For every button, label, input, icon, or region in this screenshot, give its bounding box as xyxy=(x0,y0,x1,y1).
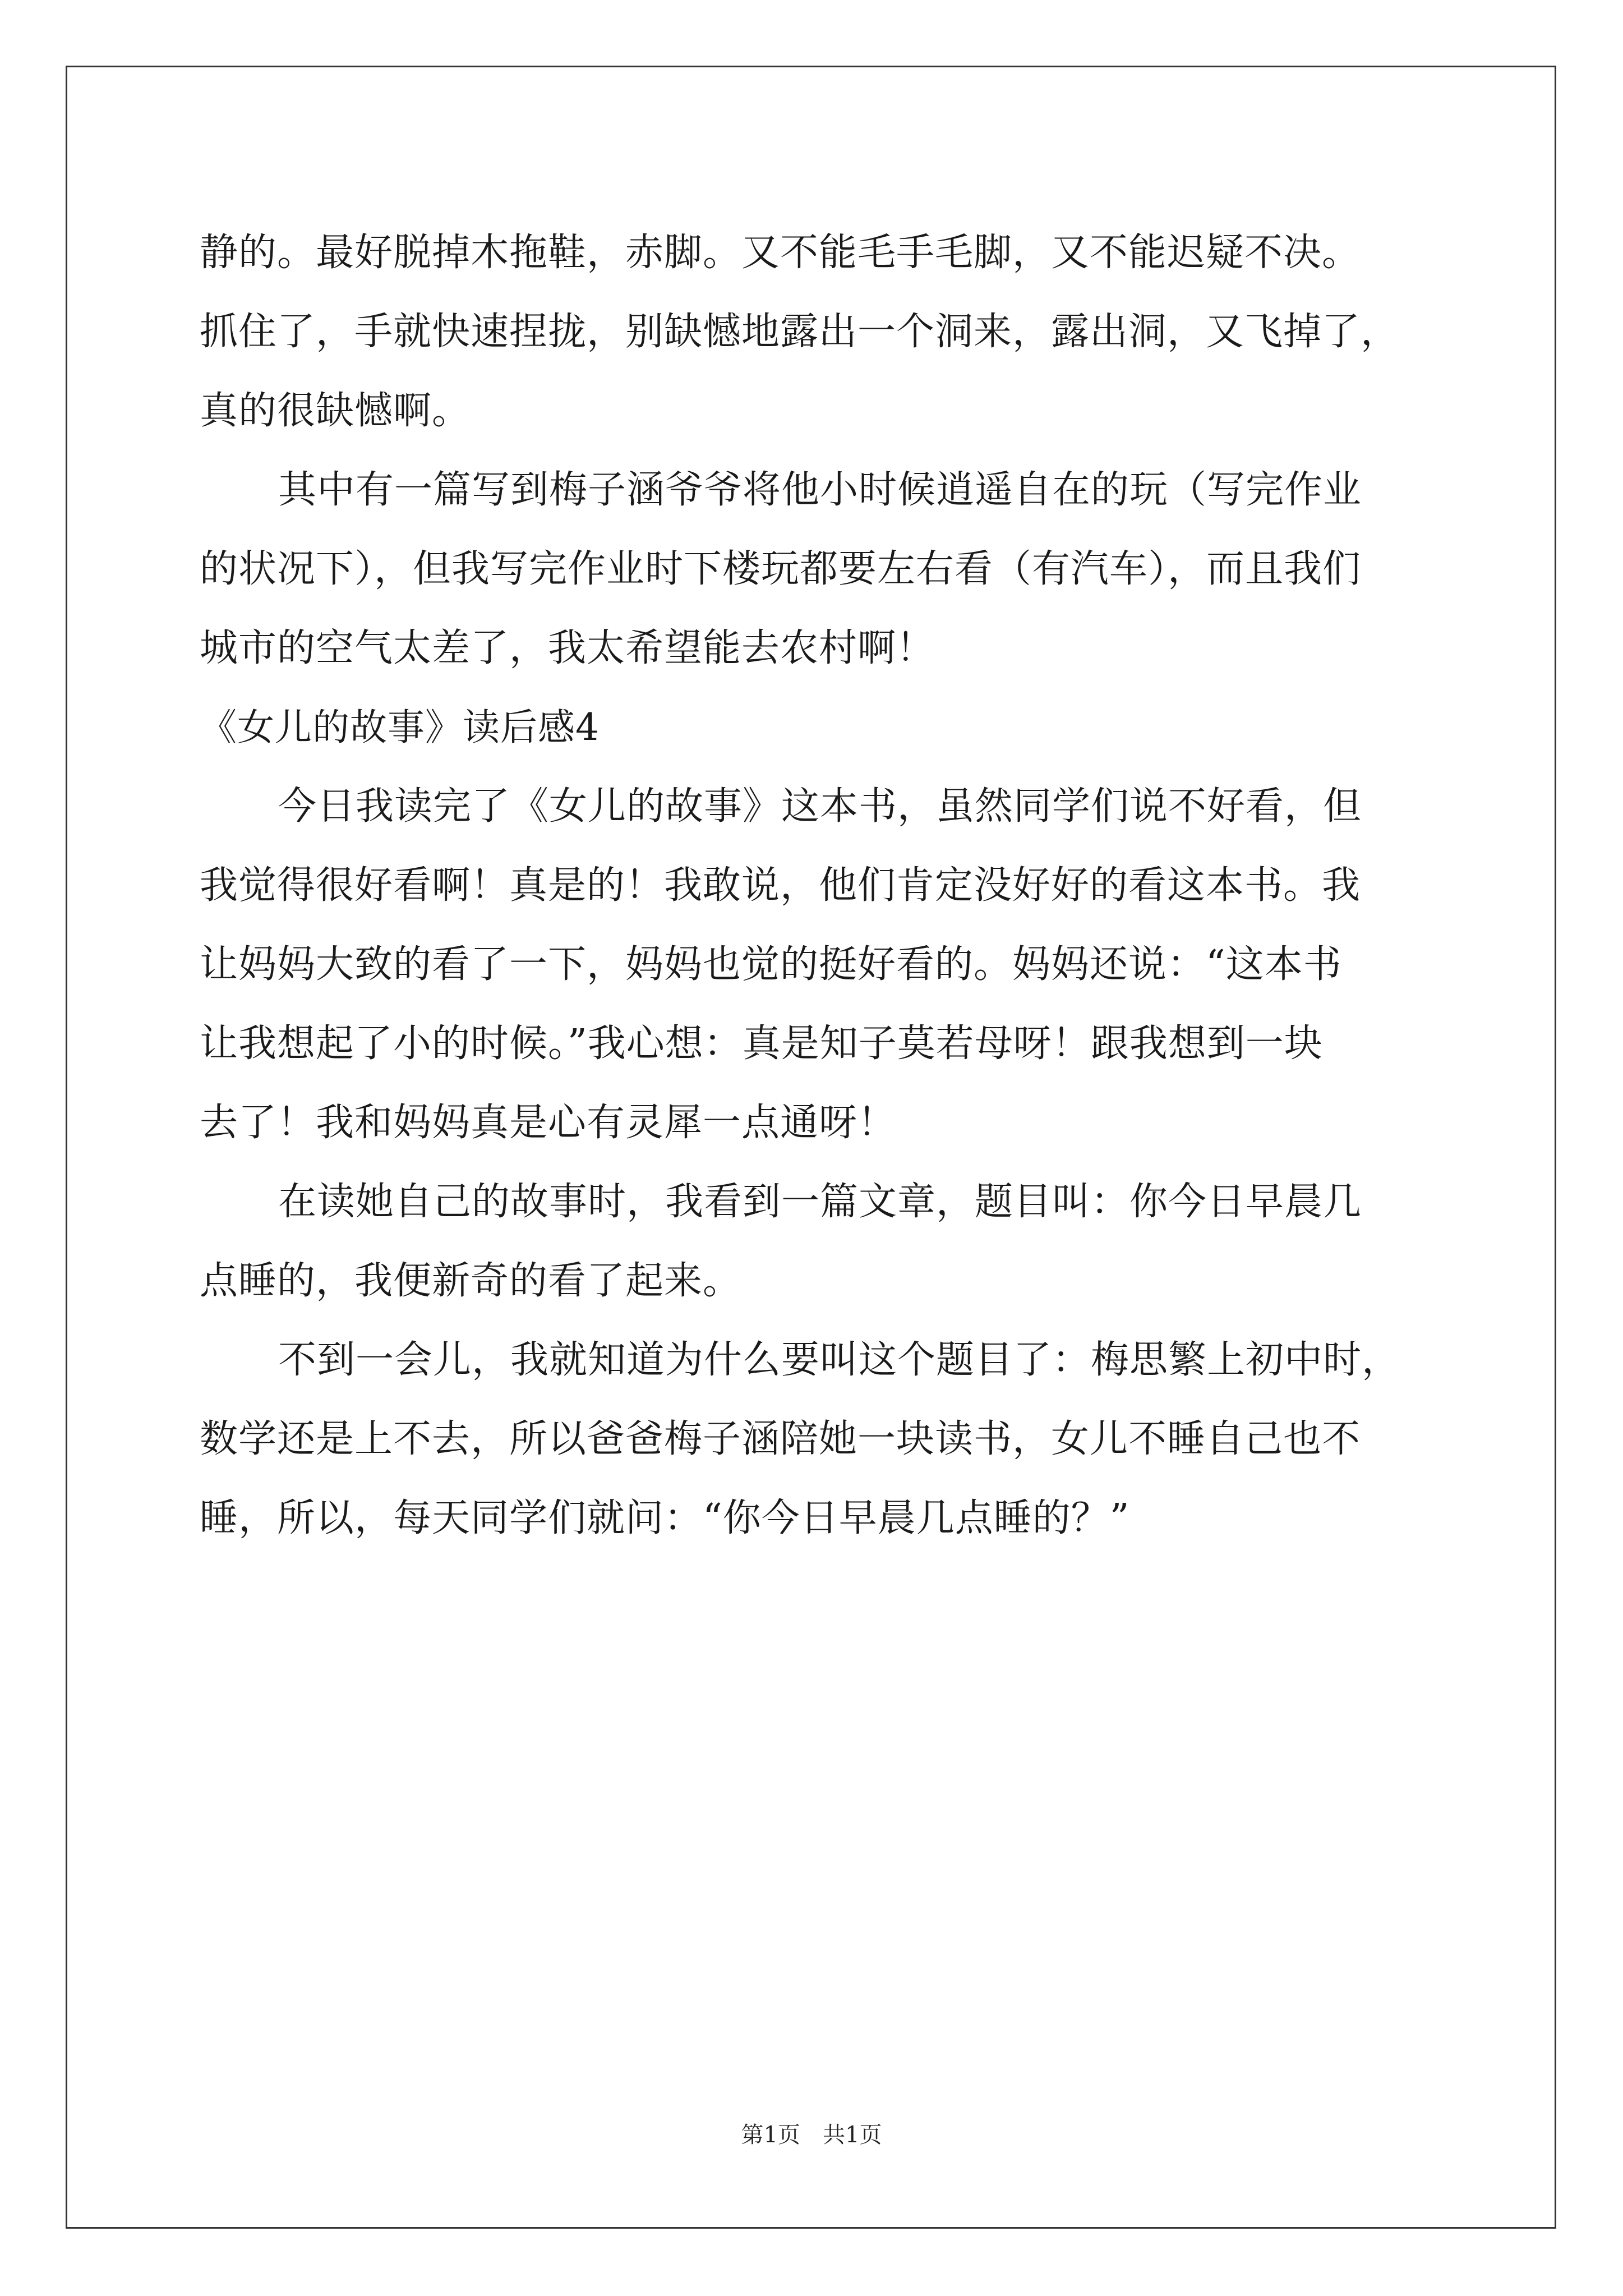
body-line: 城市的空气太差了，我太希望能去农村啊！ xyxy=(200,626,935,670)
body-line: 让我想起了小的时候。”我心想：真是知子莫若母呀！跟我想到一块 xyxy=(200,1022,1323,1066)
section-title: 《女儿的故事》读后感4 xyxy=(200,706,600,749)
page-footer xyxy=(0,2119,1623,2151)
paragraph-first-line: 不到一会儿，我就知道为什么要叫这个题目了：梅思繁上初中时， xyxy=(278,1338,1401,1382)
document-body xyxy=(200,213,1433,1558)
body-line: 抓住了，手就快速捏拢，别缺憾地露出一个洞来，露出洞，又飞掉了， xyxy=(200,310,1400,354)
paragraph-first-line: 今日我读完了《女儿的故事》这本书，虽然同学们说不好看，但 xyxy=(278,784,1362,829)
body-line: 我觉得很好看啊！真是的！我敢说，他们肯定没好好的看这本书。我 xyxy=(200,863,1361,908)
body-line: 睡，所以，每天同学们就问：“你今日早晨几点睡的？” xyxy=(200,1496,1130,1540)
body-line: 让妈妈大致的看了一下，妈妈也觉的挺好看的。妈妈还说：“这本书 xyxy=(200,942,1342,987)
paragraph-first-line: 在读她自己的故事时，我看到一篇文章，题目叫：你今日早晨几 xyxy=(278,1180,1362,1224)
body-line: 去了！我和妈妈真是心有灵犀一点通呀！ xyxy=(200,1101,897,1145)
paragraph-first-line: 其中有一篇写到梅子涵爷爷将他小时候逍遥自在的玩（写完作业 xyxy=(278,468,1362,512)
body-line: 数学还是上不去，所以爸爸梅子涵陪她一块读书，女儿不睡自己也不 xyxy=(200,1417,1361,1461)
page-number: 第1页 共1页 xyxy=(741,2122,882,2148)
body-line: 点睡的，我便新奇的看了起来。 xyxy=(200,1259,742,1303)
body-line: 静的。最好脱掉木拖鞋，赤脚。又不能毛手毛脚，又不能迟疑不决。 xyxy=(200,231,1361,275)
body-line: 真的很缺憾啊。 xyxy=(200,389,471,433)
body-line: 的状况下），但我写完作业时下楼玩都要左右看（有汽车），而且我们 xyxy=(200,547,1362,591)
